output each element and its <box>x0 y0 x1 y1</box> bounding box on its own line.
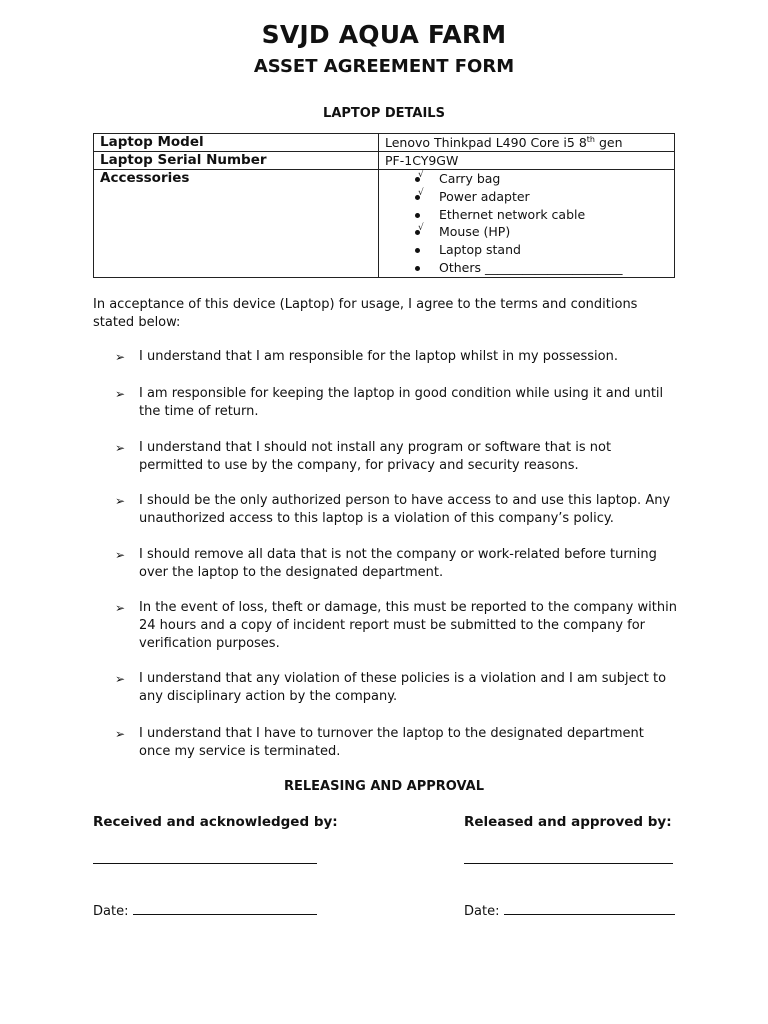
check-mark-icon: √ <box>418 170 424 180</box>
form-title: ASSET AGREEMENT FORM <box>253 56 515 77</box>
company-name: SVJD AQUA FARM <box>261 20 507 49</box>
term-item <box>93 546 683 582</box>
accessory-name: Mouse (HP) <box>439 224 511 240</box>
accessory-name: Power adapter <box>439 188 530 204</box>
accessory-name: Others ______________________ <box>439 259 623 275</box>
term-text: I should be the only authorized person to have access to and use this laptop. Any unauthorized access to this laptop is a violation of this company’s policy. <box>139 493 671 526</box>
arrow-bullet-icon: ➢ <box>115 387 126 401</box>
term-item <box>93 385 683 421</box>
accessory-name: Carry bag <box>439 171 501 186</box>
term-text: I should remove all data that is not the company or work-related before turning over the laptop to the designated department. <box>139 547 657 580</box>
accessory-item <box>413 188 668 206</box>
arrow-bullet-icon: ➢ <box>115 350 126 364</box>
serial-number-label: Laptop Serial Number <box>94 152 379 170</box>
laptop-model-label: Laptop Model <box>94 134 379 152</box>
term-text: I understand that I have to turnover the laptop to the designated department once my service is terminated. <box>139 726 644 759</box>
term-item <box>93 439 683 475</box>
term-text: I am responsible for keeping the laptop in good condition while using it and until the time of return. <box>139 386 664 419</box>
accessory-item <box>413 259 668 277</box>
released-date-label: Date: <box>464 904 504 919</box>
table-row <box>94 170 675 278</box>
received-date-row <box>93 902 317 919</box>
arrow-bullet-icon: ➢ <box>115 548 126 562</box>
received-date-label: Date: <box>93 904 133 919</box>
term-item <box>93 492 683 528</box>
arrow-bullet-icon: ➢ <box>115 494 126 508</box>
table-row <box>94 134 675 152</box>
term-text: I understand that any violation of these policies is a violation and I am subject to any disciplinary action by the company. <box>139 671 667 704</box>
accessory-item <box>413 206 668 224</box>
laptop-details-heading: LAPTOP DETAILS <box>323 106 445 121</box>
accessory-name: Ethernet network cable <box>439 206 586 222</box>
check-mark-icon: √ <box>418 223 424 234</box>
term-item <box>93 725 683 761</box>
term-item <box>93 599 683 653</box>
table-row <box>94 152 675 170</box>
accessories-list <box>385 170 668 277</box>
intro-paragraph: In acceptance of this device (Laptop) for usage, I agree to the terms and conditions stated below: <box>93 297 638 330</box>
accessory-item <box>413 223 668 241</box>
received-by-block <box>93 814 338 830</box>
received-date-line <box>133 902 317 915</box>
received-signature-line <box>93 863 317 864</box>
releasing-approval-heading: RELEASING AND APPROVAL <box>283 779 484 794</box>
term-text: I understand that I am responsible for the laptop whilst in my possession. <box>139 349 618 364</box>
term-text: In the event of loss, theft or damage, this must be reported to the company within 24 hours and a copy of incident report must be submitted to the company for verification purposes. <box>139 600 677 651</box>
released-by-label: Released and approved by: <box>464 814 672 830</box>
check-mark-icon: √ <box>418 187 424 198</box>
term-item <box>93 670 683 706</box>
released-date-line <box>504 902 675 915</box>
term-item <box>93 348 683 366</box>
accessories-cell <box>379 170 675 278</box>
arrow-bullet-icon: ➢ <box>115 672 126 686</box>
accessory-item <box>413 170 668 188</box>
term-text: I understand that I should not install any program or software that is not permitted to use by the company, for privacy and security reasons. <box>139 440 612 473</box>
arrow-bullet-icon: ➢ <box>115 441 126 455</box>
arrow-bullet-icon: ➢ <box>115 727 126 741</box>
bullet-icon <box>415 266 420 271</box>
accessory-item <box>413 241 668 259</box>
serial-number-value: PF-1CY9GW <box>379 152 675 170</box>
released-by-block <box>464 814 672 830</box>
accessories-label: Accessories <box>94 170 379 278</box>
received-by-label: Received and acknowledged by: <box>93 814 338 830</box>
released-date-row <box>464 902 675 919</box>
released-signature-line <box>464 863 673 864</box>
accessory-name: Laptop stand <box>439 242 521 258</box>
laptop-details-table <box>93 133 675 278</box>
laptop-model-value: Lenovo Thinkpad L490 Core i5 8th gen <box>379 134 675 152</box>
bullet-icon <box>415 248 420 253</box>
arrow-bullet-icon: ➢ <box>115 601 126 615</box>
bullet-icon <box>415 213 420 218</box>
